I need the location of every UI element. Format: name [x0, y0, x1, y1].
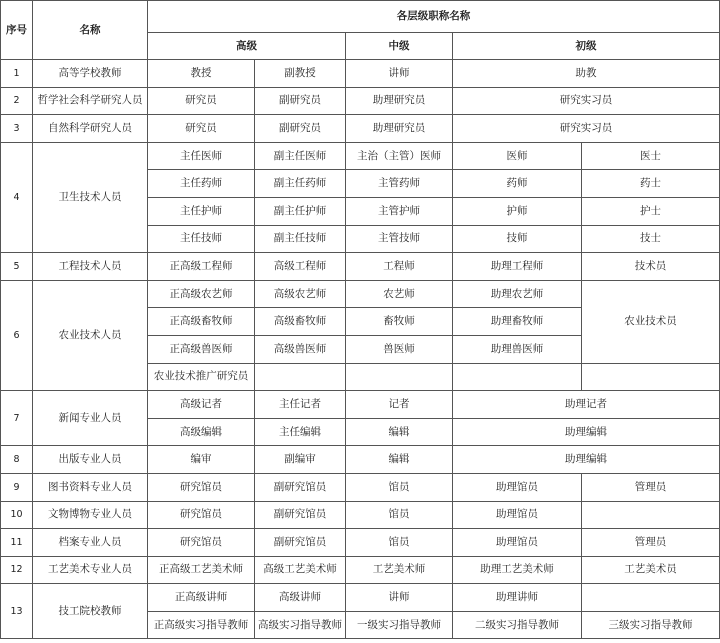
title-cell: 讲师: [346, 60, 453, 88]
row-seq: 12: [1, 556, 33, 584]
row-title-name: 农业技术人员: [33, 280, 148, 390]
empty-cell: [582, 584, 720, 612]
title-cell: 研究实习员: [453, 87, 720, 115]
table-row: [1, 473, 720, 501]
title-cell: 医师: [453, 142, 582, 170]
title-cell: 正高级工程师: [148, 253, 255, 281]
title-cell: 副教授: [255, 60, 346, 88]
title-cell: 药师: [453, 170, 582, 198]
row-title-name: 图书资料专业人员: [33, 473, 148, 501]
title-cell: 主任药师: [148, 170, 255, 198]
title-cell: 助理记者: [453, 391, 720, 419]
title-cell: 研究员: [148, 115, 255, 143]
title-cell: 副研究员: [255, 115, 346, 143]
row-seq: 6: [1, 280, 33, 390]
title-cell: 三级实习指导教师: [582, 611, 720, 639]
title-cell: 副研究馆员: [255, 529, 346, 557]
title-cell: 农业技术推广研究员: [148, 363, 255, 391]
table-row: [1, 115, 720, 143]
row-title-name: 自然科学研究人员: [33, 115, 148, 143]
table-row: [1, 584, 720, 612]
title-cell: 管理员: [582, 473, 720, 501]
title-cell: 副主任护师: [255, 197, 346, 225]
title-cell: 管理员: [582, 529, 720, 557]
title-cell: 药士: [582, 170, 720, 198]
title-cell: 教授: [148, 60, 255, 88]
row-title-name: 文物博物专业人员: [33, 501, 148, 529]
title-cell: 助理馆员: [453, 529, 582, 557]
title-cell: 高级兽医师: [255, 335, 346, 363]
title-cell: 馆员: [346, 501, 453, 529]
header-seq: 序号: [1, 1, 33, 60]
title-cell: 助理农艺师: [453, 280, 582, 308]
row-title-name: 高等学校教师: [33, 60, 148, 88]
title-cell: 助理兽医师: [453, 335, 582, 363]
table-row: [1, 142, 720, 170]
row-seq: 3: [1, 115, 33, 143]
row-seq: 13: [1, 584, 33, 639]
title-cell: 二级实习指导教师: [453, 611, 582, 639]
title-cell: 研究馆员: [148, 501, 255, 529]
title-cell: 工艺美术师: [346, 556, 453, 584]
row-seq: 8: [1, 446, 33, 474]
table-row: [1, 280, 720, 308]
title-cell: 正高级农艺师: [148, 280, 255, 308]
row-seq: 10: [1, 501, 33, 529]
empty-cell: [582, 363, 720, 391]
title-cell: 主管护师: [346, 197, 453, 225]
row-title-name: 技工院校教师: [33, 584, 148, 639]
row-title-name: 卫生技术人员: [33, 142, 148, 252]
title-cell: 研究员: [148, 87, 255, 115]
title-cell: 副研究员: [255, 87, 346, 115]
empty-cell: [255, 363, 346, 391]
title-cell: 护士: [582, 197, 720, 225]
row-seq: 11: [1, 529, 33, 557]
title-cell: 助理研究员: [346, 115, 453, 143]
title-cell: 正高级畜牧师: [148, 308, 255, 336]
title-cell: 研究馆员: [148, 473, 255, 501]
header-intermediate: 中级: [346, 33, 453, 60]
title-cell: 研究馆员: [148, 529, 255, 557]
row-seq: 7: [1, 391, 33, 446]
table-row: [1, 501, 720, 529]
title-cell: 助教: [453, 60, 720, 88]
title-cell: 副主任医师: [255, 142, 346, 170]
title-cell: 高级记者: [148, 391, 255, 419]
title-cell: 高级工艺美术师: [255, 556, 346, 584]
title-cell: 副研究馆员: [255, 501, 346, 529]
header-name: 名称: [33, 1, 148, 60]
title-cell: 助理讲师: [453, 584, 582, 612]
title-cell: 护师: [453, 197, 582, 225]
title-cell: 工艺美术员: [582, 556, 720, 584]
title-cell: 主管技师: [346, 225, 453, 253]
title-cell: 一级实习指导教师: [346, 611, 453, 639]
title-cell: 主管药师: [346, 170, 453, 198]
empty-cell: [453, 363, 582, 391]
title-cell: 编辑: [346, 446, 453, 474]
title-cell: 助理馆员: [453, 501, 582, 529]
title-cell-shared: 农业技术员: [582, 280, 720, 363]
title-cell: 主任技师: [148, 225, 255, 253]
title-cell: 高级编辑: [148, 418, 255, 446]
title-cell: 研究实习员: [453, 115, 720, 143]
table-row: [1, 556, 720, 584]
row-seq: 9: [1, 473, 33, 501]
title-cell: 农艺师: [346, 280, 453, 308]
title-cell: 副主任药师: [255, 170, 346, 198]
title-cell: 正高级讲师: [148, 584, 255, 612]
title-cell: 助理工艺美术师: [453, 556, 582, 584]
title-cell: 馆员: [346, 529, 453, 557]
title-cell: 技士: [582, 225, 720, 253]
title-cell: 编辑: [346, 418, 453, 446]
title-cell: 技师: [453, 225, 582, 253]
row-title-name: 工程技术人员: [33, 253, 148, 281]
title-cell: 高级实习指导教师: [255, 611, 346, 639]
table-row: [1, 60, 720, 88]
row-seq: 5: [1, 253, 33, 281]
title-cell: 助理编辑: [453, 418, 720, 446]
title-cell: 副研究馆员: [255, 473, 346, 501]
header-junior: 初级: [453, 33, 720, 60]
row-title-name: 档案专业人员: [33, 529, 148, 557]
title-cell: 助理工程师: [453, 253, 582, 281]
title-cell: 技术员: [582, 253, 720, 281]
table-row: [1, 391, 720, 419]
table-row: [1, 529, 720, 557]
title-cell: 高级畜牧师: [255, 308, 346, 336]
row-title-name: 出版专业人员: [33, 446, 148, 474]
title-cell: 主治（主管）医师: [346, 142, 453, 170]
title-cell: 畜牧师: [346, 308, 453, 336]
title-cell: 主任编辑: [255, 418, 346, 446]
title-cell: 主任医师: [148, 142, 255, 170]
header-levels-title: 各层级职称名称: [148, 1, 720, 33]
title-cell: 高级农艺师: [255, 280, 346, 308]
row-seq: 4: [1, 142, 33, 252]
title-cell: 高级工程师: [255, 253, 346, 281]
title-cell: 助理编辑: [453, 446, 720, 474]
title-cell: 高级讲师: [255, 584, 346, 612]
row-seq: 2: [1, 87, 33, 115]
row-title-name: 工艺美术专业人员: [33, 556, 148, 584]
empty-cell: [582, 501, 720, 529]
row-title-name: 哲学社会科学研究人员: [33, 87, 148, 115]
header-senior: 高级: [148, 33, 346, 60]
title-cell: 讲师: [346, 584, 453, 612]
title-cell: 助理研究员: [346, 87, 453, 115]
title-cell: 馆员: [346, 473, 453, 501]
title-cell: 正高级兽医师: [148, 335, 255, 363]
title-cell: 兽医师: [346, 335, 453, 363]
title-cell: 正高级实习指导教师: [148, 611, 255, 639]
title-cell: 医士: [582, 142, 720, 170]
title-cell: 记者: [346, 391, 453, 419]
table-row: [1, 446, 720, 474]
empty-cell: [346, 363, 453, 391]
table-row: [1, 87, 720, 115]
title-cell: 助理馆员: [453, 473, 582, 501]
title-cell: 副编审: [255, 446, 346, 474]
title-cell: 副主任技师: [255, 225, 346, 253]
title-cell: 正高级工艺美术师: [148, 556, 255, 584]
title-cell: 编审: [148, 446, 255, 474]
table-row: [1, 253, 720, 281]
row-title-name: 新闻专业人员: [33, 391, 148, 446]
title-cell: 主任护师: [148, 197, 255, 225]
row-seq: 1: [1, 60, 33, 88]
title-cell: 助理畜牧师: [453, 308, 582, 336]
title-cell: 主任记者: [255, 391, 346, 419]
title-cell: 工程师: [346, 253, 453, 281]
